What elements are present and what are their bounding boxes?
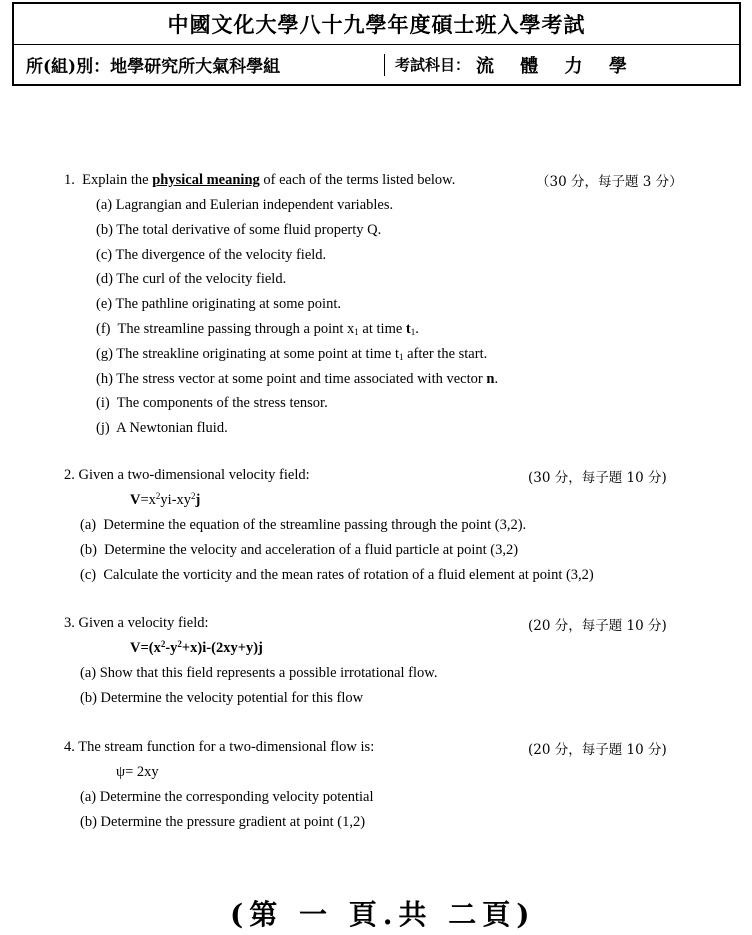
question-2-items (80, 513, 594, 587)
item-label: (a) (80, 789, 97, 805)
item-label: (c) (96, 246, 113, 263)
list-item (80, 661, 437, 686)
prompt-text: of each of the terms listed below. (259, 172, 456, 188)
item-label: (h) (96, 370, 113, 387)
item-label: (a) (80, 665, 97, 681)
list-item (80, 538, 594, 563)
question-1-items (96, 193, 498, 441)
list-item (96, 342, 498, 367)
exam-header (12, 2, 741, 86)
equation-part: yi-xy (160, 491, 192, 508)
department (14, 52, 384, 77)
item-text: . (415, 320, 419, 337)
list-item (96, 391, 498, 416)
list-item (80, 785, 374, 810)
department-label: 所(組)別： (26, 57, 111, 77)
list-item (80, 513, 594, 538)
exam-title: 中國文化大學八十九學年度碩士班入學考試 (14, 4, 739, 45)
list-item (80, 563, 594, 588)
item-text: The curl of the velocity field. (116, 271, 287, 288)
item-label: (i) (96, 395, 110, 412)
item-text: Determine the velocity potential for this flow (100, 689, 364, 706)
list-item (96, 193, 498, 218)
item-text: Show that this field represents a possible irrotational flow. (99, 665, 438, 681)
question-3-prompt (64, 611, 263, 636)
superscript: 2 (160, 638, 166, 649)
list-item (96, 267, 498, 292)
equation (64, 488, 310, 513)
equation-part: j (258, 639, 263, 656)
equation-part: =(x (140, 639, 161, 656)
prompt-text: Explain the (82, 172, 153, 188)
superscript: 2 (177, 638, 182, 649)
item-label: (a) (80, 517, 97, 533)
vector-symbol: n (486, 370, 495, 387)
question-4 (64, 735, 374, 785)
question-number: 3. (64, 615, 75, 631)
item-label: (a) (96, 197, 113, 213)
item-label: (b) (80, 813, 97, 830)
item-text: The streakline originating at some point at time t (116, 345, 399, 362)
question-2-score: (30 分，每子題 10 分) (528, 470, 667, 486)
list-item (96, 416, 498, 441)
list-item (96, 218, 498, 243)
list-item (96, 243, 498, 268)
item-text: . (494, 370, 499, 387)
item-label: (j) (96, 420, 110, 437)
item-text: Determine the velocity and acceleration of a fluid particle at point (3,2) (104, 541, 519, 558)
list-item (80, 810, 374, 835)
list-item (96, 367, 498, 392)
item-label: (g) (96, 345, 113, 362)
item-text: The stress vector at some point and time associated with vector (116, 370, 487, 387)
subject-value: 流 體 力 學 (476, 55, 637, 77)
exam-info-row (14, 45, 739, 84)
page-number: (第 一 頁.共 二頁) (230, 898, 536, 931)
question-1 (64, 168, 455, 193)
question-number: 2. (64, 467, 75, 483)
equation-part: j (195, 491, 201, 508)
department-value: 地學研究所大氣科學組 (110, 57, 281, 77)
question-number: 1. (64, 172, 75, 188)
item-text: at time (358, 320, 406, 337)
question-4-items (80, 785, 374, 835)
item-text: The divergence of the velocity field. (115, 246, 327, 263)
item-text: The streamline passing through a point x (117, 320, 355, 337)
emphasis-text: physical meaning (152, 172, 260, 188)
item-text: The total derivative of some fluid property Q. (116, 221, 382, 238)
equation-part: -y (165, 639, 178, 656)
item-text: Determine the equation of the streamline passing through the point (3,2). (103, 517, 527, 533)
subscript: 1 (354, 326, 359, 337)
subscript: 1 (398, 351, 404, 362)
question-2-prompt (64, 463, 310, 488)
prompt-text: Given a velocity field: (78, 615, 209, 631)
item-text: t (405, 320, 411, 337)
question-1-prompt (64, 168, 455, 193)
superscript: 2 (191, 490, 196, 501)
item-label: (b) (80, 541, 97, 558)
question-3-items (80, 661, 437, 711)
question-3 (64, 611, 263, 661)
item-label: (b) (96, 221, 113, 238)
equation-part: =x (140, 491, 156, 508)
item-text: after the start. (403, 345, 488, 362)
item-label: (f) (96, 320, 111, 337)
question-number: 4. (64, 739, 75, 755)
item-text: Determine the pressure gradient at point (1,2) (100, 813, 366, 830)
item-label: (e) (96, 296, 113, 313)
prompt-text: The stream function for a two-dimensional flow is: (78, 739, 375, 755)
item-text: A Newtonian fluid. (116, 420, 228, 437)
equation-part: +x)i-(2xy+y) (181, 639, 259, 656)
subject-label: 考試科目： (395, 56, 471, 74)
vector-symbol: V (130, 491, 141, 508)
question-2 (64, 463, 310, 513)
vector-symbol: V (130, 639, 141, 656)
item-text: The components of the stress tensor. (116, 395, 328, 412)
item-text: Determine the corresponding velocity potential (99, 789, 374, 805)
item-text: Lagrangian and Eulerian independent variables. (115, 197, 394, 213)
item-text: The pathline originating at some point. (115, 296, 341, 313)
list-item (96, 292, 498, 317)
item-label: (b) (80, 689, 97, 706)
subscript: 1 (410, 326, 416, 337)
item-text: Calculate the vorticity and the mean rates of rotation of a fluid element at point (3,2) (103, 566, 594, 583)
header-divider (384, 54, 385, 76)
prompt-text: Given a two-dimensional velocity field: (78, 467, 310, 483)
question-1-score: （30 分，每子題 3 分） (536, 174, 683, 190)
list-item (80, 686, 437, 711)
list-item (96, 317, 498, 342)
equation: ψ= 2xy (116, 763, 159, 780)
question-4-prompt (64, 735, 374, 760)
question-4-score: (20 分，每子題 10 分) (528, 742, 667, 758)
equation (64, 636, 263, 661)
question-3-score: (20 分，每子題 10 分) (528, 618, 667, 634)
item-label: (d) (96, 271, 113, 288)
item-label: (c) (80, 566, 97, 583)
superscript: 2 (155, 490, 161, 501)
